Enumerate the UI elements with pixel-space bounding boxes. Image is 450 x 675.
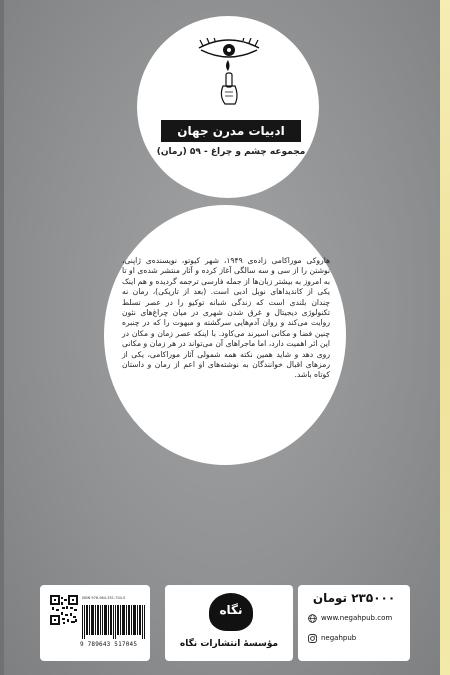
publisher-logo-icon (209, 593, 253, 631)
book-description: هاروکی موراکامی زاده‌ی ۱۹۴۹، شهر کیوتو، نویسنده‌ی ژاپنی، نوشتن را از سی و سه سالگی آغاز کرده و آثار منتشر شده‌ی او تا به امروز به بیشتر زبان‌ها از جمله فارسی ترجمه گردیده و هم اینک یکی از کاندیداهای نوبل ادبی است. (بعد از تاریکی)، رمان نه چندان بلندی است که زندگی شبانه توکیو را در عصر تسلط تکنولوژی دیجیتال و غرق شدن شهری در میان چراغ‌های نئون روایت می‌کند و روان آدم‌هایی سرگشته و مبهوت را که در چنبره چنین فضا و مکانی اسیرند می‌کاود. با اینکه عصر زمان و مکان در این اثر اهمیت دارد، اما ماجراهای آن می‌تواند در هر زمان و مکانی روی دهد و شاید همین نکته همه شمولی آثار موراکامی، یکی از رمزهای اقبال خوانندگان به نوشته‌های او اعم از رمان و داستان کوتاه باشد. (122, 256, 331, 380)
publisher-logo-text: نگاه (219, 603, 243, 617)
series-title: ادبیات مدرن جهان (161, 120, 301, 142)
barcode-panel (40, 585, 150, 661)
eye-lamp-icon (195, 38, 263, 108)
website-link[interactable]: www.negahpub.com (321, 614, 393, 622)
spine-strip (440, 0, 450, 675)
qr-code-icon (50, 595, 78, 625)
publisher-name: مؤسسهٔ انتشارات نگاه (179, 639, 279, 649)
instagram-icon (308, 634, 317, 643)
series-subtitle: مجموعه چشم و چراغ - ۵۹ (رمان) (156, 147, 306, 157)
globe-icon (308, 614, 317, 623)
instagram-handle[interactable]: negahpub (321, 634, 357, 642)
barcode-bars (82, 605, 146, 639)
website-row (308, 613, 406, 625)
instagram-row (308, 633, 406, 645)
isbn-caption: ISBN 978-964-351-704-5 (82, 596, 126, 600)
cover-edge (0, 0, 4, 675)
publisher-panel (165, 585, 293, 661)
isbn-number: 9 789643 517045 (80, 641, 138, 648)
price-panel (298, 585, 410, 661)
price-label: ۲۳۵۰۰۰ تومان (312, 591, 396, 605)
